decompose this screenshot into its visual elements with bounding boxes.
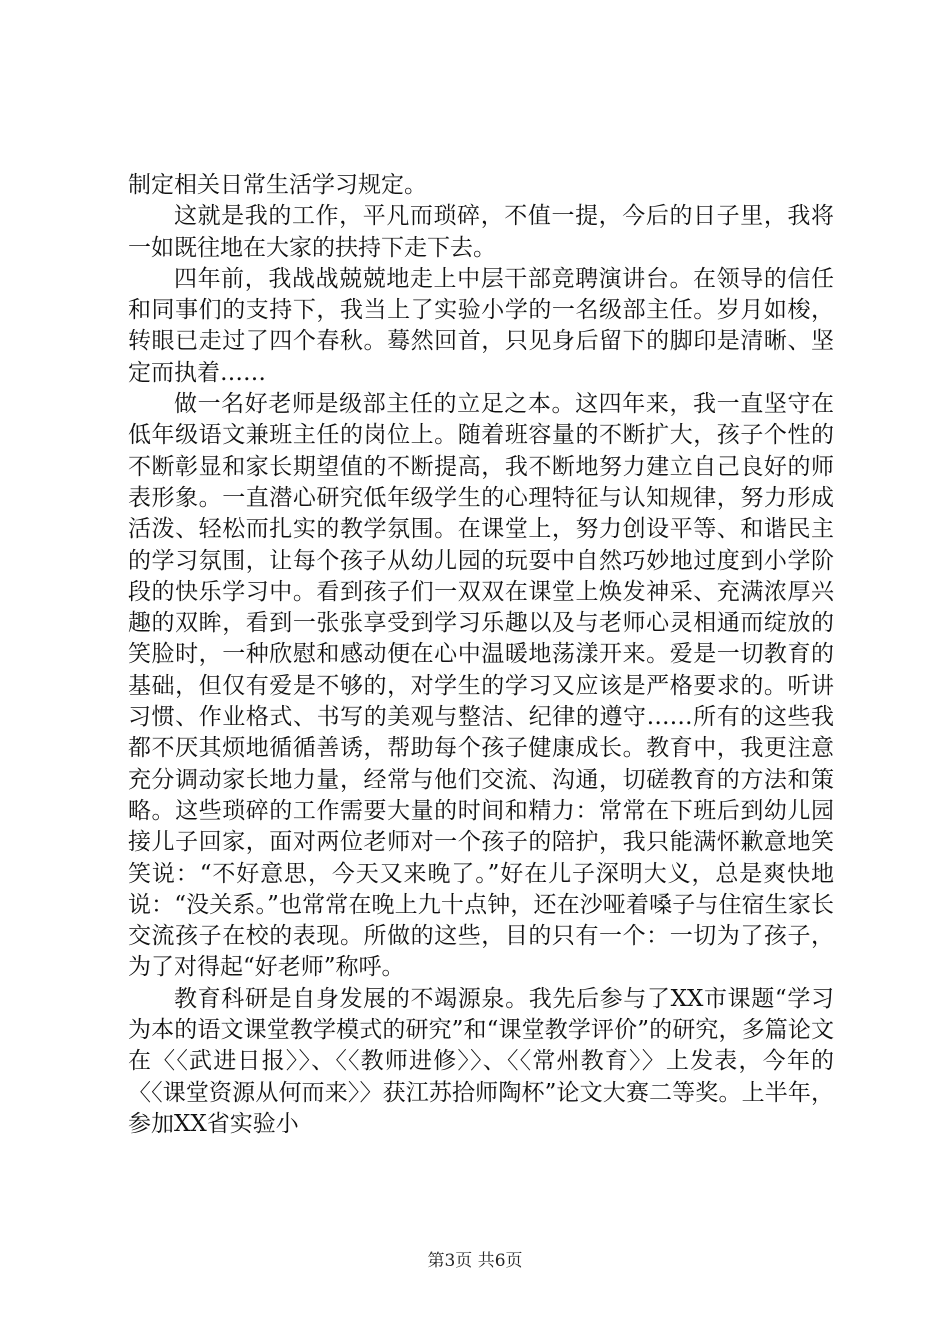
- paragraph-5: 教育科研是自身发展的不竭源泉。我先后参与了XX市课题“学习为本的语文课堂教学模式的研究”和“课堂教学评价”的研究，多篇论文在〈〈武进日报〉〉、〈〈教师进修〉〉、〈〈常州教育〉〉上发表，今年的〈〈课堂资源从何而来〉〉获江苏拾师陶杯”论文大赛二等奖。上半年，参加XX省实验小: [128, 985, 834, 1137]
- paragraph-2: 这就是我的工作，平凡而琐碎，不值一提，今后的日子里，我将一如既往地在大家的扶持下走下去。: [128, 203, 834, 261]
- paragraph-1: 制定相关日常生活学习规定。: [128, 172, 427, 198]
- paragraph-3: 四年前，我战战兢兢地走上中层干部竞聘演讲台。在领导的信任和同事们的支持下，我当上了实验小学的一名级部主任。岁月如梭，转眼已走过了四个春秋。蓦然回首，只见身后留下的脚印是清晰、坚定而执着……: [128, 265, 834, 386]
- paragraph-4: 做一名好老师是级部主任的立足之本。这四年来，我一直坚守在低年级语文兼班主任的岗位上。随着班容量的不断扩大，孩子个性的不断彰显和家长期望值的不断提高，我不断地努力建立自己良好的师表形象。一直潜心研究低年级学生的心理特征与认知规律，努力形成活泼、轻松而扎实的教学氛围。在课堂上，努力创设平等、和谐民主的学习氛围，让每个孩子从幼儿园的玩耍中自然巧妙地过度到小学阶段的快乐学习中。看到孩子们一双双在课堂上焕发神采、充满浓厚兴趣的双眸，看到一张张享受到学习乐趣以及与老师心灵相通而绽放的笑脸时，一种欣慰和感动便在心中温暖地荡漾开来。爱是一切教育的基础，但仅有爱是不够的，对学生的学习又应该是严格要求的。听讲习惯、作业格式、书写的美观与整洁、纪律的遵守……所有的这些我都不厌其烦地循循善诱，帮助每个孩子健康成长。教育中，我更注意充分调动家长地力量，经常与他们交流、沟通，切磋教育的方法和策略。这些琐碎的工作需要大量的时间和精力：常常在下班后到幼儿园接儿子回家，面对两位老师对一个孩子的陪护，我只能满怀歉意地笑笑说：“不好意思，今天又来晚了。”好在儿子深明大义，总是爽快地说：“没关系。”也常常在晚上九十点钟，还在沙哑着嗓子与住宿生家长交流孩子在校的表现。所做的这些，目的只有一个：一切为了孩子，为了对得起“好老师”称呼。: [128, 391, 834, 981]
- document-body: [128, 170, 834, 1140]
- page-footer: 第3页 共6页: [427, 1251, 523, 1271]
